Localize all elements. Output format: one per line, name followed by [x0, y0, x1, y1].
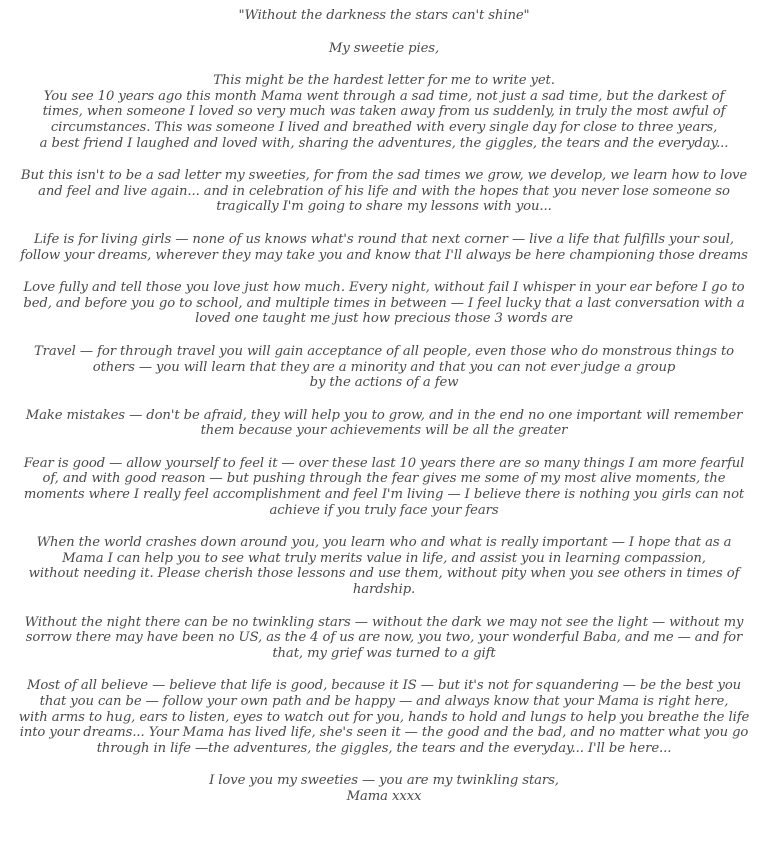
paragraph-hardest-letter [8, 73, 760, 151]
paragraph-line: hardship. [352, 582, 416, 598]
paragraph-life-is-for-living [8, 232, 760, 263]
paragraph-line: that, my grief was turned to a gift [272, 645, 496, 661]
paragraph-make-mistakes [8, 408, 760, 439]
paragraph-line: into your dreams... Your Mama has lived life, she's seen it — the good and the bad, and no matter what you go [19, 725, 749, 741]
paragraph-world-crashes [8, 535, 760, 597]
paragraph-line: When the world crashes down around you, you learn who and what is really important — I hope that as a [36, 535, 732, 551]
letter-quote [8, 8, 760, 24]
paragraph-line: times, when someone I loved so very much was taken away from us suddenly, in truly the most awful of [42, 104, 726, 120]
paragraph-line: Life is for living girls — none of us knows what's round that next corner — live a life that fulfills your soul, [34, 231, 734, 247]
paragraph-line: follow your dreams, wherever they may take you and know that I'll always be here championing those dreams [20, 247, 748, 263]
paragraph-line: Fear is good — allow yourself to feel it — over these last 10 years there are so many things I am more fearful [23, 455, 745, 471]
closing-line: I love you my sweeties — you are my twinkling stars, [209, 773, 559, 789]
paragraph-line: bed, and before you go to school, and multiple times in between — I feel lucky that a last conversation with a [23, 295, 745, 311]
paragraph-line: and feel and live again... and in celebration of his life and with the hopes that you never lose someone so [38, 183, 730, 199]
paragraph-love-fully [8, 280, 760, 327]
paragraph-without-the-night [8, 615, 760, 662]
paragraph-line: them because your achievements will be all the greater [200, 423, 568, 439]
paragraph-line: circumstances. This was someone I lived and breathed with every single day for close to three years, [50, 119, 718, 135]
letter-closing [8, 773, 760, 804]
paragraph-line: with arms to hug, ears to listen, eyes to watch out for you, hands to hold and lungs to help you breathe the life [18, 709, 750, 725]
paragraph-travel [8, 344, 760, 391]
paragraph-line: achieve if you truly face your fears [269, 502, 499, 518]
paragraph-line: tragically I'm going to share my lessons with you... [216, 199, 552, 215]
paragraph-line: loved one taught me just how precious those 3 words are [195, 311, 573, 327]
paragraph-line: This might be the hardest letter for me to write yet. [213, 73, 555, 89]
paragraph-line: Mama I can help you to see what truly merits value in life, and assist you in learning compassion, [62, 550, 706, 566]
paragraph-not-sad-letter [8, 168, 760, 215]
paragraph-line: Most of all believe — believe that life is good, because it IS — but it's not for squandering — be the best you [26, 678, 742, 694]
paragraph-line: moments where I really feel accomplishment and feel I'm living — I believe there is nothing you girls can not [23, 487, 745, 503]
greeting-line: My sweetie pies, [328, 40, 440, 56]
paragraph-line: Love fully and tell those you love just how much. Every night, without fail I whisper in your ear before I go to [23, 280, 745, 296]
signature-line: Mama xxxx [346, 788, 422, 804]
paragraph-line: But this isn't to be a sad letter my sweeties, for from the sad times we grow, we develop, we learn how to love [20, 168, 748, 184]
paragraph-line: Without the night there can be no twinkling stars — without the dark we may not see the light — without my [24, 614, 744, 630]
paragraph-line: sorrow there may have been no US, as the 4 of us are now, you two, your wonderful Baba, and me — and for [25, 630, 743, 646]
paragraph-line: of, and with good reason — but pushing through the fear gives me some of my most alive moments, the [42, 471, 726, 487]
paragraph-line: others — you will learn that they are a minority and that you can not ever judge a group [92, 359, 676, 375]
paragraph-line: You see 10 years ago this month Mama went through a sad time, not just a sad time, but the darkest of [43, 88, 725, 104]
paragraph-line: a best friend I laughed and loved with, sharing the adventures, the giggles, the tears and the everyday... [39, 135, 729, 151]
paragraph-line: without needing it. Please cherish those lessons and use them, without pity when you see others in times of [28, 566, 740, 582]
paragraph-line: Make mistakes — don't be afraid, they will help you to grow, and in the end no one important will remember [25, 407, 743, 423]
paragraph-line: by the actions of a few [309, 375, 459, 391]
letter-greeting [8, 41, 760, 57]
paragraph-line: that you can be — follow your own path and be happy — and always know that your Mama is right here, [39, 694, 729, 709]
quote-line: "Without the darkness the stars can't shine" [238, 8, 530, 23]
paragraph-most-of-all-believe [8, 678, 760, 756]
paragraph-line: through in life —the adventures, the giggles, the tears and the everyday... I'll be here... [96, 740, 672, 756]
paragraph-fear-is-good [8, 456, 760, 518]
paragraph-line: Travel — for through travel you will gain acceptance of all people, even those who do monstrous things to [33, 343, 735, 359]
